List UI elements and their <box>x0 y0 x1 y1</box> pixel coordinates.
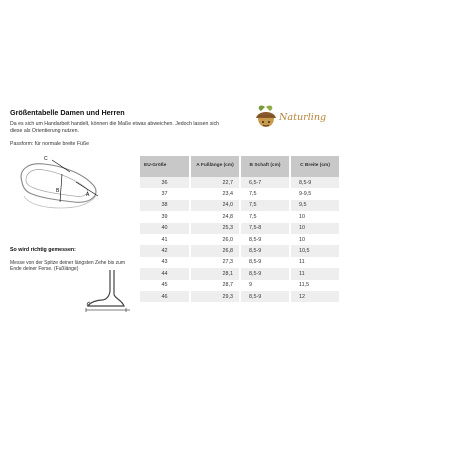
table-cell: 40 <box>140 223 190 234</box>
table-cell: 11,5 <box>290 280 340 291</box>
brand-name: Naturling <box>279 112 327 123</box>
table-cell: 22,7 <box>190 177 240 188</box>
table-cell: 26,0 <box>190 234 240 245</box>
table-cell: 36 <box>140 177 190 188</box>
table-cell: 7,5-8 <box>240 223 290 234</box>
table-cell: 8,5-9 <box>240 268 290 279</box>
table-cell: 7,5 <box>240 200 290 211</box>
table-cell: 23,4 <box>190 188 240 199</box>
table-cell: 28,1 <box>190 268 240 279</box>
table-cell: 6,5-7 <box>240 177 290 188</box>
table-cell: 26,8 <box>190 245 240 256</box>
label-a: A <box>86 192 90 198</box>
table-cell: 10 <box>290 211 340 222</box>
label-b: B <box>56 188 60 194</box>
table-cell: 10 <box>290 223 340 234</box>
table-cell: 27,3 <box>190 257 240 268</box>
header-foot-length: A Fußlänge (cm) <box>190 156 240 177</box>
table-row <box>140 223 340 234</box>
measure-text: Messe von der Spitze deiner längsten Zehe bis zum Ende deiner Ferse. (Fußlänge) <box>10 260 126 273</box>
table-body <box>140 177 340 302</box>
label-c: C <box>44 156 48 162</box>
table-cell: 7,5 <box>240 188 290 199</box>
table-cell: 43 <box>140 257 190 268</box>
table-cell: 8,5-9 <box>290 177 340 188</box>
table-row <box>140 268 340 279</box>
table-cell: 11 <box>290 257 340 268</box>
table-cell: 8,5-9 <box>240 245 290 256</box>
table-cell: 7,5 <box>240 211 290 222</box>
header-eu-size: EU-Größe <box>140 156 190 177</box>
table-header-row <box>140 156 340 177</box>
table-cell: 41 <box>140 234 190 245</box>
table-row <box>140 291 340 302</box>
table-cell: 9 <box>240 280 290 291</box>
table-cell: 38 <box>140 200 190 211</box>
table-cell: 9,5 <box>290 200 340 211</box>
table-row <box>140 245 340 256</box>
table-cell: 28,7 <box>190 280 240 291</box>
table-cell: 10,5 <box>290 245 340 256</box>
table-cell: 24,8 <box>190 211 240 222</box>
foot-measure-icon <box>80 260 140 318</box>
table-cell: 29,3 <box>190 291 240 302</box>
header-width: C Breite (cm) <box>290 156 340 177</box>
intro-text: Da es sich um Handarbeit handelt, können die Maße etwas abweichen. Jedoch lassen sich diese als Orientierung nutzen. <box>10 121 220 135</box>
table-cell: 12 <box>290 291 340 302</box>
table-cell: 8,5-9 <box>240 234 290 245</box>
table-row <box>140 200 340 211</box>
table-cell: 44 <box>140 268 190 279</box>
table-cell: 9-9,5 <box>290 188 340 199</box>
table-cell: 8,5-9 <box>240 257 290 268</box>
table-cell: 25,3 <box>190 223 240 234</box>
table-cell: 45 <box>140 280 190 291</box>
table-row <box>140 211 340 222</box>
shoe-diagram <box>14 152 104 222</box>
table-cell: 24,0 <box>190 200 240 211</box>
fit-note: Passform: für normale breite Füße <box>10 141 89 147</box>
table-cell: 37 <box>140 188 190 199</box>
table-row <box>140 257 340 268</box>
measure-title: So wird richtig gemessen: <box>10 247 76 253</box>
table-cell: 46 <box>140 291 190 302</box>
table-row <box>140 188 340 199</box>
table-cell: 8,5-9 <box>240 291 290 302</box>
page-title: Größentabelle Damen und Herren <box>10 108 125 117</box>
table-row <box>140 177 340 188</box>
table-row <box>140 234 340 245</box>
size-table <box>140 156 341 302</box>
table-cell: 11 <box>290 268 340 279</box>
header-shaft: B Schaft (cm) <box>240 156 290 177</box>
table-cell: 10 <box>290 234 340 245</box>
table-cell: 42 <box>140 245 190 256</box>
table-row <box>140 280 340 291</box>
table-cell: 39 <box>140 211 190 222</box>
